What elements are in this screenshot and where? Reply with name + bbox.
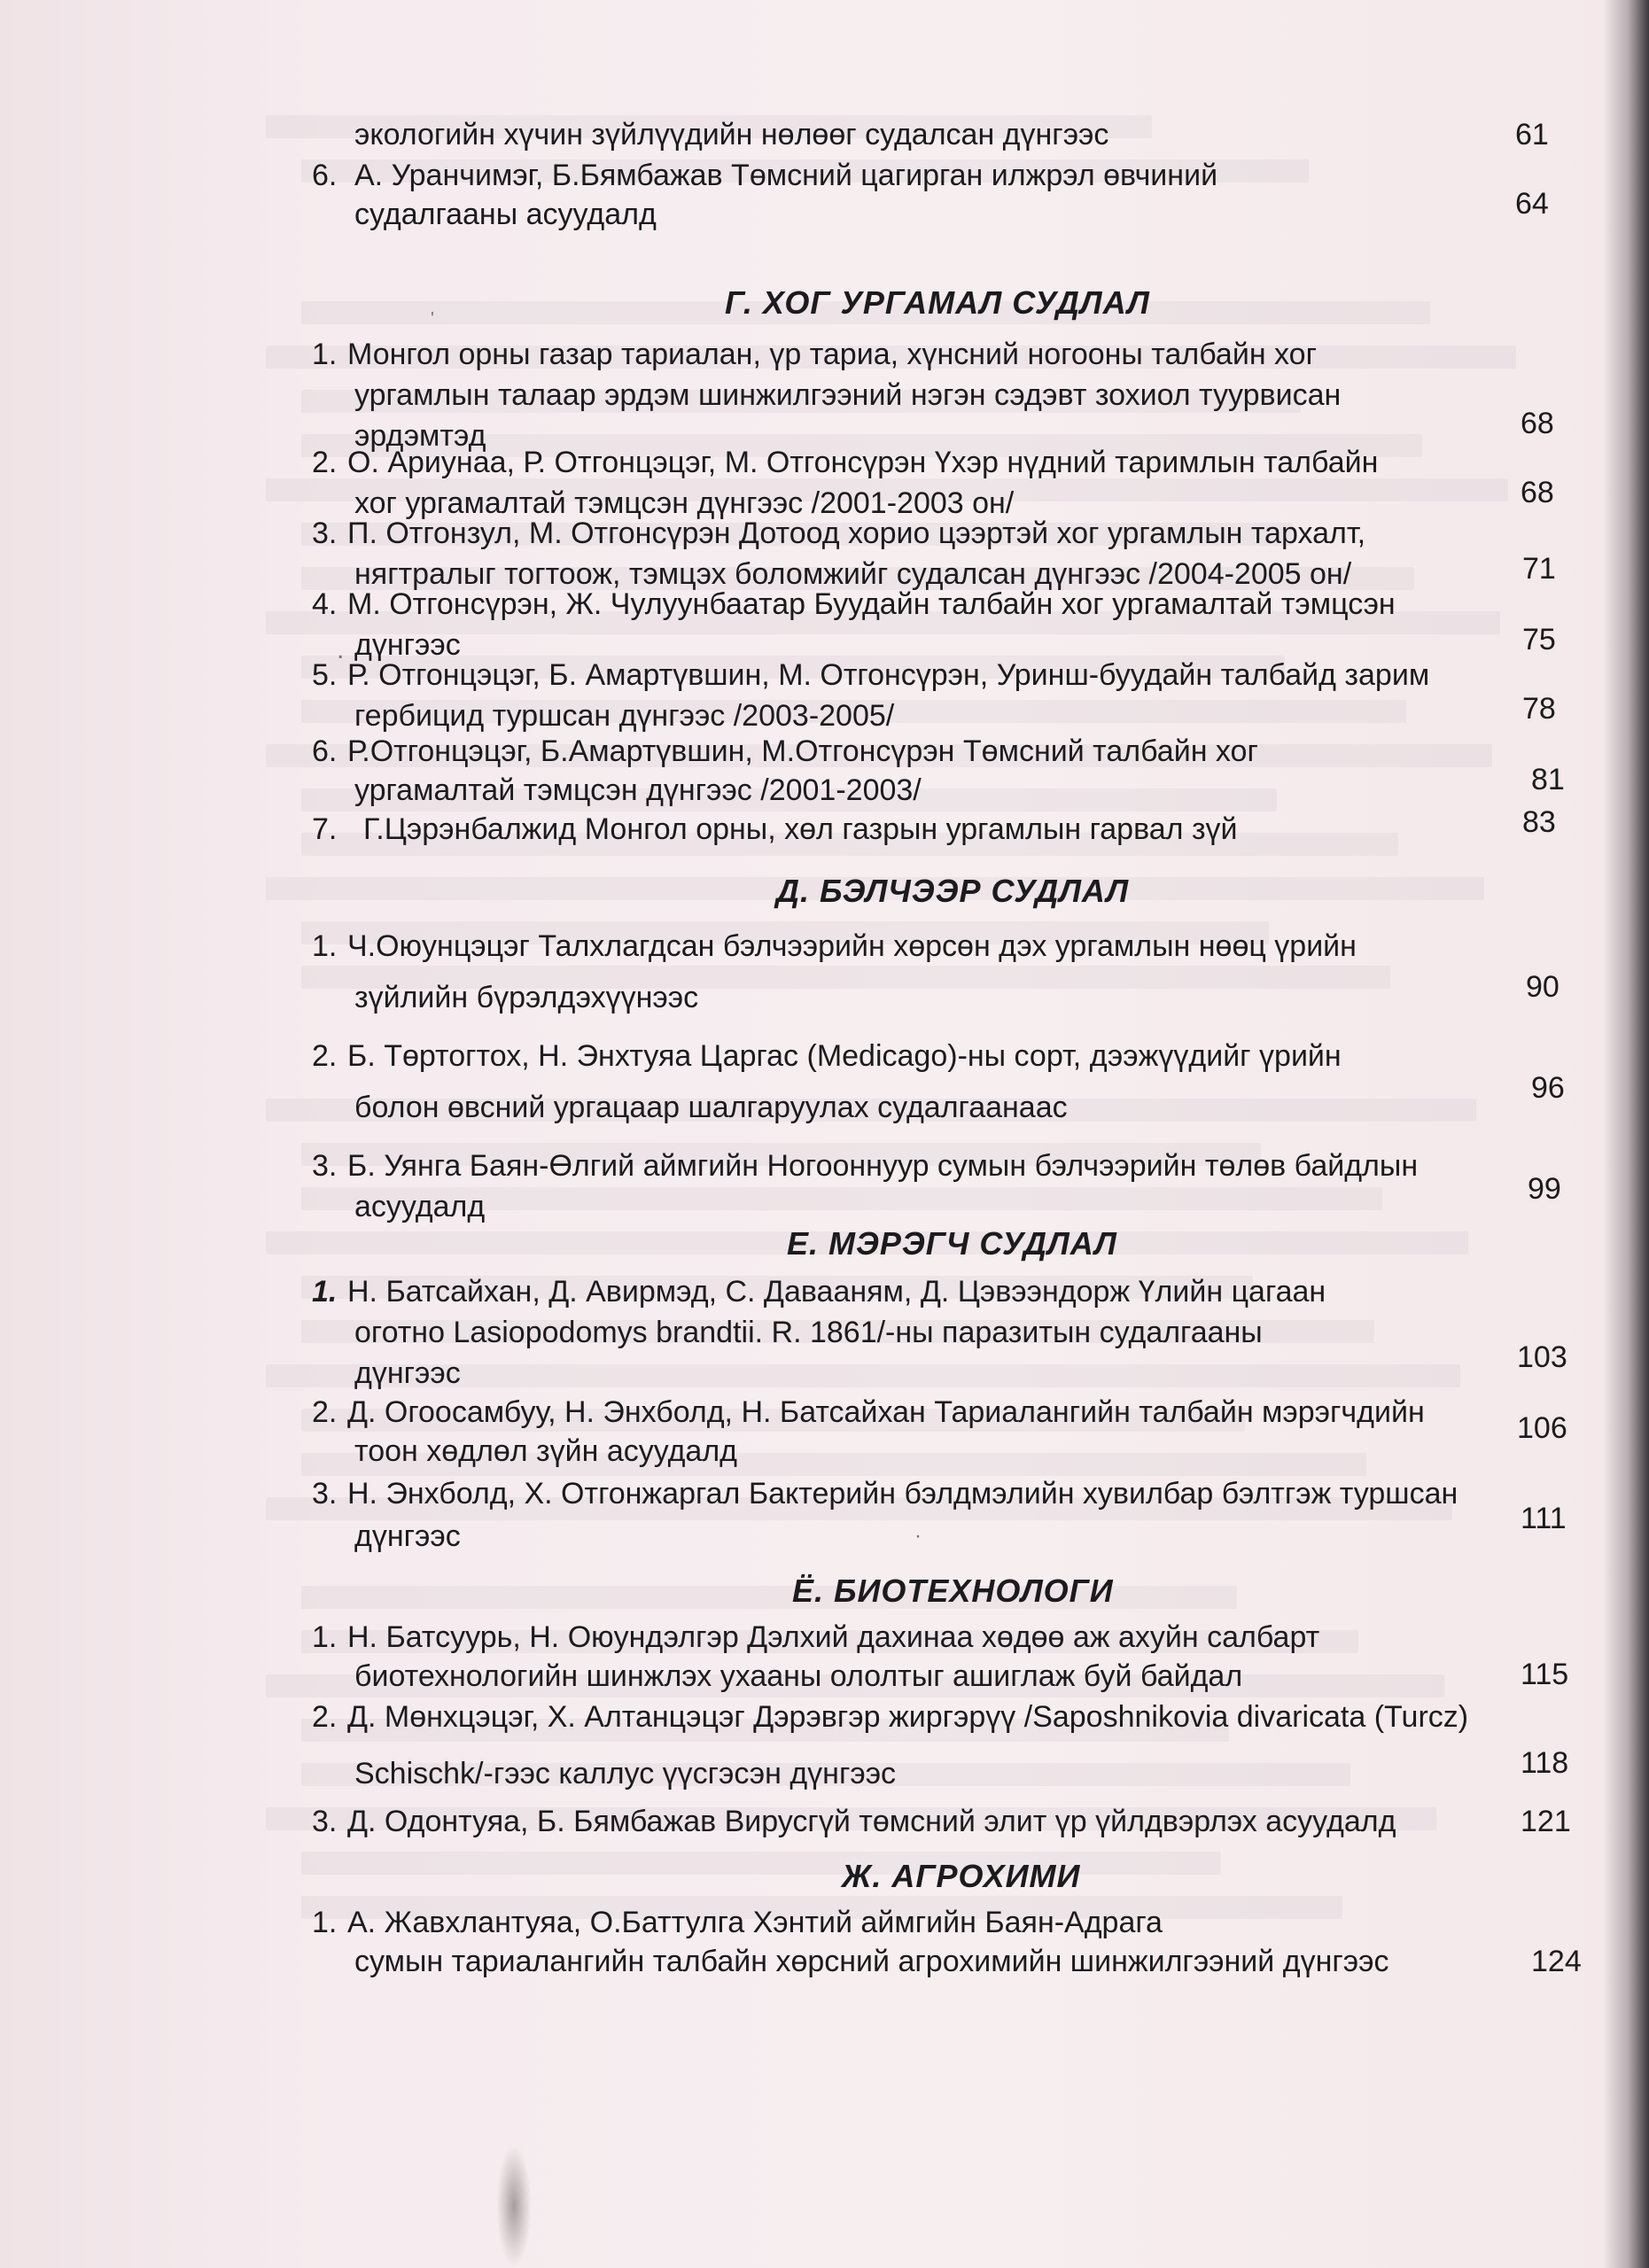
toc-item-number: 3.: [312, 1805, 338, 1838]
toc-item-line: гербицид туршсан дүнгээс /2003-2005/: [354, 699, 895, 733]
toc-item-line: эрдэмтэд: [354, 419, 486, 453]
ink-smudge: [496, 2144, 532, 2268]
toc-item-number: 1.: [312, 338, 338, 371]
toc-item-line: хог ургамалтай тэмцсэн дүнгээс /2001-2003 он/: [354, 486, 1015, 520]
toc-item-line: Монгол орны газар тариалан, үр тариа, хүнсний ногооны талбайн хог: [347, 338, 1317, 371]
toc-item-number: 2.: [312, 1700, 338, 1734]
ink-mark: .: [337, 635, 345, 664]
section-heading-agrochemistry: Ж. АГРОХИМИ: [842, 1858, 1081, 1894]
toc-item-number: 3.: [312, 1149, 338, 1183]
toc-item-line: Н. Энхболд, Х. Отгонжаргал Бактерийн бэлдмэлийн хувилбар бэлтгэж туршсан: [347, 1477, 1458, 1511]
toc-item-line: дүнгээс: [354, 1356, 461, 1390]
toc-page-number: 103: [1517, 1340, 1567, 1374]
toc-item-line: ургамалтай тэмцсэн дүнгээс /2001-2003/: [354, 773, 922, 807]
ink-mark: ': [431, 309, 434, 329]
toc-item-line: тоон хөдлөл зүйн асуудалд: [354, 1434, 738, 1468]
toc-item-number: 2.: [312, 1395, 338, 1429]
toc-item-number: 2.: [312, 1039, 338, 1073]
toc-item-line: Д. Огоосамбуу, Н. Энхболд, Н. Батсайхан Тариалангийн талбайн мэрэгчдийн: [347, 1395, 1425, 1429]
toc-item-line: судалгааны асуудалд: [354, 198, 657, 231]
toc-item-line: асуудалд: [354, 1190, 486, 1223]
toc-item-number: 4.: [312, 587, 338, 621]
toc-page-number: 68: [1521, 407, 1554, 440]
toc-item-line: Б. Уянга Баян-Өлгий аймгийн Ногооннуур сумын бэлчээрийн төлөв байдлын: [347, 1149, 1419, 1183]
toc-page-number: 81: [1531, 763, 1565, 796]
toc-item-number: 2.: [312, 446, 338, 479]
toc-page-number: 83: [1522, 805, 1556, 839]
section-heading-weeds: Г. ХОГ УРГАМАЛ СУДЛАЛ: [725, 284, 1150, 321]
toc-page-number: 64: [1515, 187, 1549, 221]
toc-item-line: зүйлийн бүрэлдэхүүнээс: [354, 981, 699, 1014]
toc-page-number: 124: [1531, 1945, 1582, 1978]
toc-item-line: Г.Цэрэнбалжид Монгол орны, хөл газрын ургамлын гарвал зүй: [363, 812, 1238, 846]
section-heading-pasture: Д. БЭЛЧЭЭР СУДЛАЛ: [776, 873, 1130, 909]
toc-item-line: П. Отгонзул, М. Отгонсүрэн Дотоод хорио цээртэй хог ургамлын тархалт,: [347, 517, 1366, 550]
toc-continuation-line: экологийн хүчин зүйлүүдийн нөлөөг судалсан дүнгээс: [354, 118, 1109, 151]
toc-item-number: 3.: [312, 1477, 338, 1511]
toc-item-line: О. Ариунаа, Р. Отгонцэцэг, М. Отгонсүрэн Үхэр нүдний таримлын талбайн: [347, 446, 1379, 479]
toc-item-line: Д. Одонтуяа, Б. Бямбажав Вирусгүй төмсний элит үр үйлдвэрлэх асуудалд: [347, 1805, 1396, 1838]
ink-mark: ·: [914, 1524, 922, 1548]
section-heading-biotechnology: Ё. БИОТЕХНОЛОГИ: [792, 1573, 1114, 1609]
toc-item-line: А. Жавхлантуяа, О.Баттулга Хэнтий аймгийн Баян-Адрага: [347, 1906, 1163, 1939]
toc-item-line: А. Уранчимэг, Б.Бямбажав Төмсний цагирган илжрэл өвчиний: [354, 159, 1218, 192]
toc-item-number: 5.: [312, 658, 338, 692]
toc-item-number: 1.: [312, 1275, 338, 1309]
page-edge-shadow: [1603, 0, 1649, 2268]
toc-item-line: болон өвсний ургацаар шалгаруулах судалгаанаас: [354, 1091, 1068, 1124]
toc-item-line: Schischk/-гээс каллус үүсгэсэн дүнгээс: [354, 1757, 897, 1790]
toc-item-line: биотехнологийн шинжлэх ухааны ололтыг ашиглаж буй байдал: [354, 1659, 1243, 1693]
toc-item-line: сумын тариалангийн талбайн хөрсний агрохимийн шинжилгээний дүнгээс: [354, 1945, 1389, 1978]
toc-item-line: Р.Отгонцэцэг, Б.Амартүвшин, М.Отгонсүрэн Төмсний талбайн хог: [347, 734, 1258, 768]
toc-page-number: 111: [1521, 1502, 1567, 1535]
toc-item-line: Р. Отгонцэцэг, Б. Амартүвшин, М. Отгонсүрэн, Уринш-буудайн талбайд зарим: [347, 658, 1430, 692]
toc-item-line: Б. Төртогтох, Н. Энхтуяа Царгас (Medicago)-ны сорт, дээжүүдийг үрийн: [347, 1039, 1342, 1073]
toc-page-number: 75: [1522, 623, 1556, 656]
toc-item-number: 1.: [312, 1906, 338, 1939]
toc-page-number: 118: [1521, 1746, 1569, 1780]
toc-item-number: 6.: [312, 159, 338, 192]
toc-item-line: дүнгээс: [354, 628, 461, 662]
toc-page-number: 115: [1521, 1658, 1569, 1691]
toc-item-line: М. Отгонсүрэн, Ж. Чулуунбаатар Буудайн талбайн хог ургамалтай тэмцсэн: [347, 587, 1396, 621]
toc-item-line: Д. Мөнхцэцэг, Х. Алтанцэцэг Дэрэвгэр жиргэрүү /Saposhnikovia divaricata (Turcz): [347, 1700, 1469, 1734]
toc-item-number: 1.: [312, 1620, 338, 1654]
section-heading-rodents: Е. МЭРЭГЧ СУДЛАЛ: [787, 1225, 1117, 1262]
toc-page-number: 90: [1526, 970, 1560, 1004]
toc-item-line: Н. Батсайхан, Д. Авирмэд, С. Давааням, Д. Цэвээндорж Үлийн цагаан: [347, 1275, 1326, 1309]
toc-item-number: 3.: [312, 517, 338, 550]
toc-item-line: Ч.Оюунцэцэг Талхлагдсан бэлчээрийн хөрсөн дэх ургамлын нөөц үрийн: [347, 929, 1357, 963]
toc-item-number: 6.: [312, 734, 338, 768]
toc-page-number: 61: [1515, 118, 1549, 151]
toc-page-number: 68: [1521, 476, 1554, 509]
bleed-through-line: [301, 1852, 1221, 1875]
toc-page-number: 99: [1528, 1172, 1561, 1206]
toc-item-line: нягтралыг тогтоож, тэмцэх боломжийг судалсан дүнгээс /2004-2005 он/: [354, 557, 1352, 591]
toc-page-number: 106: [1517, 1411, 1567, 1445]
toc-page-number: 96: [1531, 1071, 1565, 1105]
toc-item-line: ургамлын талаар эрдэм шинжилгээний нэгэн сэдэвт зохиол туурвисан: [354, 378, 1342, 412]
toc-item-number: 7.: [312, 812, 338, 846]
toc-page-number: 71: [1522, 552, 1556, 586]
toc-item-line: Н. Батсуурь, Н. Оюундэлгэр Дэлхий дахинаа хөдөө аж ахуйн салбарт: [347, 1620, 1320, 1654]
toc-item-line: дүнгээс: [354, 1519, 461, 1553]
toc-item-line: оготно Lasiopodomys brandtii. R. 1861/-ны паразитын судалгааны: [354, 1316, 1263, 1349]
toc-item-number: 1.: [312, 929, 338, 963]
toc-page-number: 78: [1522, 692, 1556, 726]
toc-page-number: 121: [1521, 1805, 1571, 1838]
